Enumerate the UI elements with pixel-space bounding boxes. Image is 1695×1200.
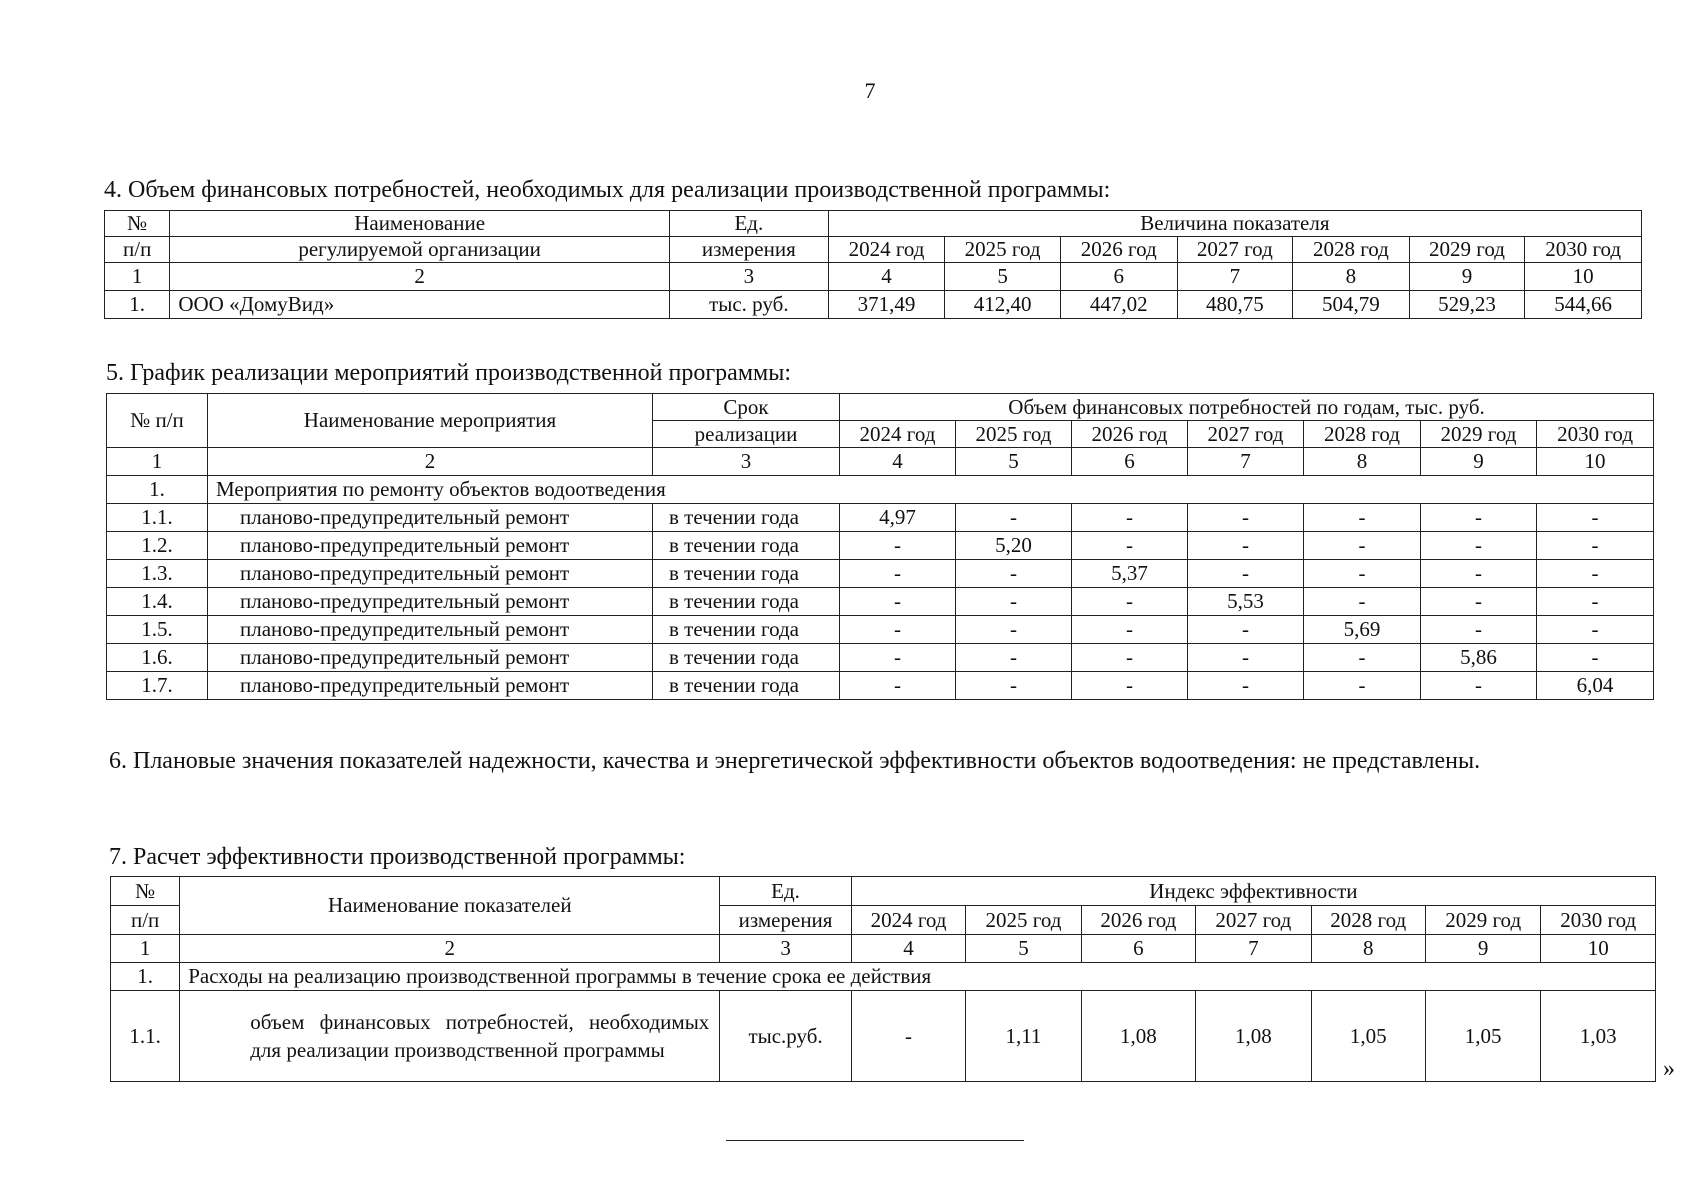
header-year: 2026 год [1060,237,1177,263]
column-index: 3 [653,448,840,476]
row-num: 1. [105,291,170,319]
header-year: 2030 год [1541,906,1656,935]
header-unit-line2: измерения [720,906,852,935]
value-cell: 529,23 [1409,291,1525,319]
value-cell: - [1188,532,1304,560]
header-org-name-line1: Наименование [170,211,670,237]
header-term-line1: Срок [653,394,840,421]
value-cell: 6,04 [1537,672,1654,700]
header-year: 2024 год [851,906,965,935]
header-year: 2027 год [1196,906,1311,935]
value-cell: 1,11 [966,991,1081,1082]
value-cell: 371,49 [828,291,945,319]
header-num-line2: п/п [111,906,180,935]
column-index: 3 [669,263,828,291]
term: в течении года [653,616,840,644]
org-name: ООО «ДомуВид» [170,291,670,319]
group-label: Расходы на реализацию производственной программы в течение срока ее действия [180,963,1656,991]
value-cell: 480,75 [1177,291,1293,319]
value-cell: - [1188,616,1304,644]
value-cell: 412,40 [945,291,1061,319]
row-num: 1.3. [107,560,208,588]
row-num: 1.6. [107,644,208,672]
header-value-group: Объем финансовых потребностей по годам, тыс. руб. [840,394,1654,421]
value-cell: - [1537,616,1654,644]
activity-name: планово-предупредительный ремонт [208,588,653,616]
term: в течении года [653,644,840,672]
value-cell: - [956,588,1072,616]
column-index: 10 [1525,263,1642,291]
table-row [107,560,1654,588]
value-cell: - [840,588,956,616]
value-cell: 5,20 [956,532,1072,560]
column-index: 6 [1072,448,1188,476]
column-index: 4 [851,935,965,963]
group-row [107,476,1654,504]
column-index: 8 [1293,263,1410,291]
row-num: 1.5. [107,616,208,644]
header-activity-name: Наименование мероприятия [208,394,653,448]
header-year: 2024 год [840,421,956,448]
value-cell: - [1304,672,1421,700]
column-index: 3 [720,935,852,963]
value-cell: - [1188,504,1304,532]
header-year: 2026 год [1081,906,1195,935]
column-index: 2 [170,263,670,291]
unit: тыс. руб. [669,291,828,319]
value-cell: 1,03 [1541,991,1656,1082]
header-year: 2026 год [1072,421,1188,448]
header-year: 2028 год [1304,421,1421,448]
header-year: 2029 год [1421,421,1537,448]
column-index: 7 [1196,935,1311,963]
section-5-heading: 5. График реализации мероприятий производственной программы: [106,360,791,386]
header-num: № п/п [107,394,208,448]
header-year: 2027 год [1188,421,1304,448]
value-cell: - [1304,532,1421,560]
header-num-line2: п/п [105,237,170,263]
activity-name: планово-предупредительный ремонт [208,532,653,560]
row-num: 1.4. [107,588,208,616]
column-index: 5 [966,935,1081,963]
value-cell: - [840,616,956,644]
value-cell: 5,69 [1304,616,1421,644]
table-row [107,644,1654,672]
value-cell: - [1537,644,1654,672]
column-index: 6 [1081,935,1195,963]
value-cell: - [1072,644,1188,672]
footer-divider [726,1140,1024,1141]
value-cell: - [1072,616,1188,644]
header-index-group: Индекс эффективности [851,877,1655,906]
column-index-row [107,448,1654,476]
header-year: 2028 год [1293,237,1410,263]
value-cell: - [1072,672,1188,700]
header-org-name-line2: регулируемой организации [170,237,670,263]
value-cell: - [1421,560,1537,588]
column-index: 2 [180,935,720,963]
table-row [111,991,1656,1082]
value-cell: 4,97 [840,504,956,532]
value-cell: 5,37 [1072,560,1188,588]
value-cell: - [1304,504,1421,532]
row-num: 1.7. [107,672,208,700]
value-cell: - [840,560,956,588]
value-cell: - [1421,504,1537,532]
value-cell: - [1188,560,1304,588]
term: в течении года [653,532,840,560]
table-row [107,672,1654,700]
value-cell: - [840,672,956,700]
value-cell: - [1537,588,1654,616]
header-year: 2028 год [1311,906,1425,935]
activities-schedule-table [106,393,1654,700]
group-label: Мероприятия по ремонту объектов водоотведения [208,476,1654,504]
value-cell: 5,86 [1421,644,1537,672]
value-cell: - [1072,504,1188,532]
table-row [105,291,1642,319]
header-year: 2029 год [1425,906,1540,935]
value-cell: - [1304,644,1421,672]
value-cell: - [1421,672,1537,700]
value-cell: - [1421,616,1537,644]
row-num: 1.1. [111,991,180,1082]
activity-name: планово-предупредительный ремонт [208,644,653,672]
value-cell: - [956,672,1072,700]
column-index: 9 [1425,935,1540,963]
column-index: 5 [956,448,1072,476]
value-cell: 5,53 [1188,588,1304,616]
header-indicator-name: Наименование показателей [180,877,720,935]
value-cell: - [1537,560,1654,588]
unit: тыс.руб. [720,991,852,1082]
header-year: 2025 год [966,906,1081,935]
column-index: 1 [111,935,180,963]
value-cell: 544,66 [1525,291,1642,319]
indicator-name: объем финансовых потребностей, необходимых для реализации производственной программы [180,991,720,1082]
term: в течении года [653,504,840,532]
activity-name: планово-предупредительный ремонт [208,672,653,700]
column-index: 7 [1177,263,1293,291]
value-cell: - [840,644,956,672]
header-year: 2025 год [956,421,1072,448]
table-row [107,616,1654,644]
header-year: 2024 год [828,237,945,263]
row-num: 1.1. [107,504,208,532]
header-year: 2025 год [945,237,1061,263]
value-cell: - [1304,560,1421,588]
header-unit-line1: Ед. [720,877,852,906]
group-num: 1. [107,476,208,504]
group-num: 1. [111,963,180,991]
column-index: 5 [945,263,1061,291]
value-cell: - [1188,672,1304,700]
column-index: 10 [1541,935,1656,963]
value-cell: - [1304,588,1421,616]
header-year: 2030 год [1525,237,1642,263]
value-cell: - [956,616,1072,644]
value-cell: 1,05 [1311,991,1425,1082]
column-index: 1 [105,263,170,291]
column-index: 2 [208,448,653,476]
value-cell: 447,02 [1060,291,1177,319]
group-row [111,963,1656,991]
value-cell: 1,05 [1425,991,1540,1082]
column-index: 7 [1188,448,1304,476]
header-num-line1: № [111,877,180,906]
column-index: 9 [1421,448,1537,476]
header-unit-line1: Ед. [669,211,828,237]
value-cell: - [1537,504,1654,532]
row-num: 1.2. [107,532,208,560]
page-number: 7 [864,78,876,103]
header-unit-line2: измерения [669,237,828,263]
activity-name: планово-предупредительный ремонт [208,560,653,588]
header-value-group: Величина показателя [828,211,1641,237]
term: в течении года [653,560,840,588]
column-index: 8 [1304,448,1421,476]
header-year: 2027 год [1177,237,1293,263]
header-num-line1: № [105,211,170,237]
value-cell: - [1537,532,1654,560]
table-row [107,588,1654,616]
section-7-heading: 7. Расчет эффективности производственной программы: [109,844,686,870]
value-cell: - [956,560,1072,588]
column-index: 8 [1311,935,1425,963]
term: в течении года [653,588,840,616]
value-cell: 1,08 [1196,991,1311,1082]
column-index-row [105,263,1642,291]
value-cell: - [956,644,1072,672]
column-index: 6 [1060,263,1177,291]
column-index-row [111,935,1656,963]
value-cell: 1,08 [1081,991,1195,1082]
value-cell: - [851,991,965,1082]
value-cell: - [1188,644,1304,672]
value-cell: - [840,532,956,560]
value-cell: - [1421,532,1537,560]
column-index: 9 [1409,263,1525,291]
table-row [107,532,1654,560]
value-cell: 504,79 [1293,291,1410,319]
value-cell: - [1072,588,1188,616]
efficiency-table [110,876,1656,1082]
financial-needs-table [104,210,1642,319]
closing-quote: » [1663,1056,1675,1082]
value-cell: - [1072,532,1188,560]
table-row [107,504,1654,532]
header-term-line2: реализации [653,421,840,448]
value-cell: - [956,504,1072,532]
term: в течении года [653,672,840,700]
section-6-paragraph: 6. Плановые значения показателей надежности, качества и энергетической эффективности объектов водоотведения: не представлены. [109,748,1481,774]
header-year: 2029 год [1409,237,1525,263]
section-4-heading: 4. Объем финансовых потребностей, необходимых для реализации производственной программы: [104,177,1111,203]
activity-name: планово-предупредительный ремонт [208,616,653,644]
column-index: 10 [1537,448,1654,476]
column-index: 4 [828,263,945,291]
column-index: 1 [107,448,208,476]
column-index: 4 [840,448,956,476]
header-year: 2030 год [1537,421,1654,448]
value-cell: - [1421,588,1537,616]
activity-name: планово-предупредительный ремонт [208,504,653,532]
